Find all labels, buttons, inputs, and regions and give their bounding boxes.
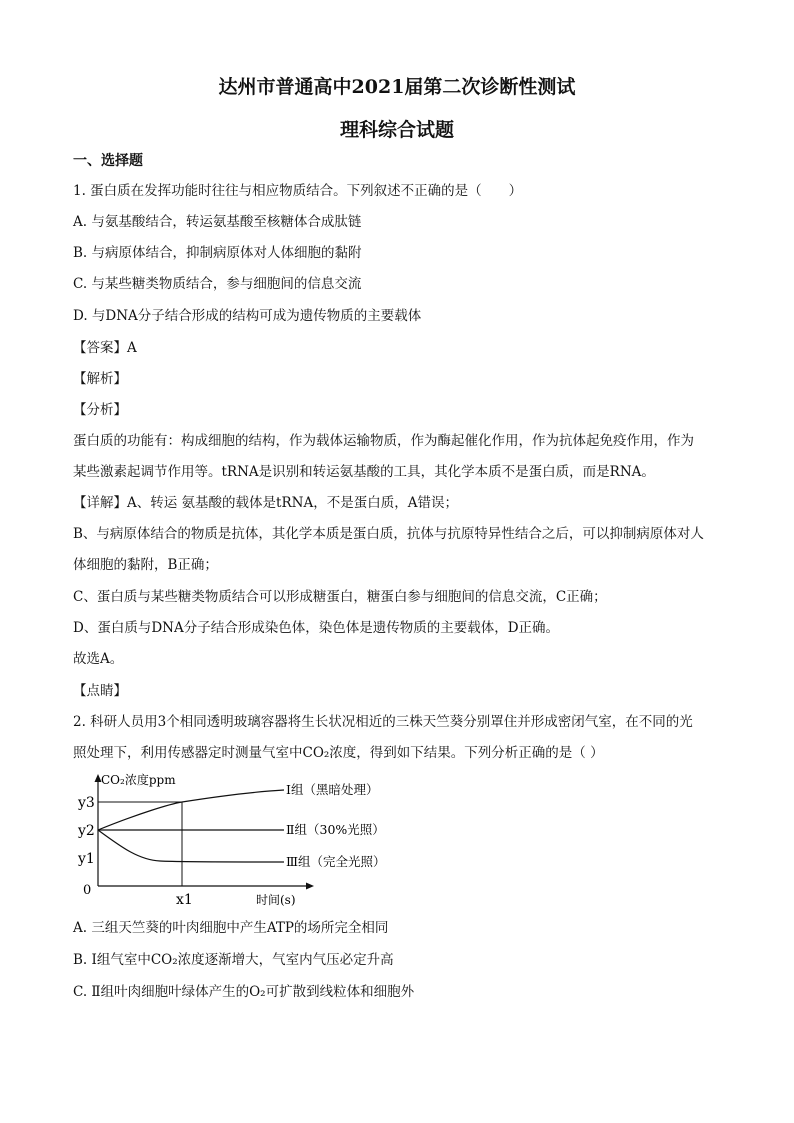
- series-label-group-2: Ⅱ组（30%光照）: [286, 822, 385, 837]
- series-group-3: [98, 830, 284, 862]
- question-1-stem: 1. 蛋白质在发挥功能时往往与相应物质结合。下列叙述不正确的是（ ）: [73, 183, 523, 199]
- x-tick-x1: x1: [176, 892, 193, 908]
- question-1-option-d: D. 与DNA分子结合形成的结构可成为遗传物质的主要载体: [73, 308, 422, 324]
- detail-line: C、蛋白质与某些糖类物质结合可以形成糖蛋白，糖蛋白参与细胞间的信息交流，C正确；: [73, 589, 607, 605]
- question-2-stem: 2. 科研人员用3个相同透明玻璃容器将生长状况相近的三株天竺葵分别罩住并形成密闭气室，在不同的光: [73, 714, 693, 730]
- question-2-option-b: B. Ⅰ组气室中CO₂浓度逐渐增大，气室内气压必定升高: [73, 952, 394, 968]
- exam-title: 达州市普通高中2021届第二次诊断性测试: [218, 76, 576, 98]
- series-label-group-1: Ⅰ组（黑暗处理）: [286, 782, 379, 797]
- answer-line: 【答案】A: [73, 340, 137, 356]
- section-heading: 一、选择题: [73, 153, 143, 169]
- detail-line: 故选A。: [73, 651, 124, 667]
- detail-line: 体细胞的黏附，B正确；: [73, 557, 218, 573]
- y-tick-y1: y1: [78, 851, 95, 867]
- series-label-group-3: Ⅲ组（完全光照）: [286, 854, 386, 869]
- question-2-option-a: A. 三组天竺葵的叶肉细胞中产生ATP的场所完全相同: [73, 920, 389, 936]
- detail-line: 【详解】A、转运 氨基酸的载体是tRNA，不是蛋白质，A错误；: [73, 495, 458, 511]
- fenxi-line: 蛋白质的功能有：构成细胞的结构，作为载体运输物质，作为酶起催化作用，作为抗体起免疫作用，作为: [73, 433, 694, 449]
- co2-concentration-chart: [70, 768, 430, 910]
- dianjing-label: 【点睛】: [73, 683, 127, 699]
- fenxi-line: 某些激素起调节作用等。tRNA是识别和转运氨基酸的工具，其化学本质不是蛋白质，而是RNA。: [73, 464, 655, 480]
- question-2-stem: 照处理下，利用传感器定时测量气室中CO₂浓度，得到如下结果。下列分析正确的是（ ）: [73, 745, 604, 761]
- detail-line: D、蛋白质与DNA分子结合形成染色体，染色体是遗传物质的主要载体，D正确。: [73, 620, 560, 636]
- analysis-label: 【解析】: [73, 371, 127, 387]
- x-axis-label: 时间(s): [256, 893, 296, 907]
- x-axis-arrow: [306, 883, 314, 890]
- question-1-option-a: A. 与氨基酸结合，转运氨基酸至核糖体合成肽链: [73, 214, 362, 230]
- origin-label: 0: [83, 883, 92, 898]
- series-group-1: [98, 790, 284, 830]
- question-1-option-b: B. 与病原体结合，抑制病原体对人体细胞的黏附: [73, 245, 362, 261]
- y-tick-y3: y3: [78, 795, 95, 811]
- fenxi-label: 【分析】: [73, 402, 127, 418]
- exam-subtitle: 理科综合试题: [339, 119, 454, 141]
- y-tick-y2: y2: [78, 823, 95, 839]
- question-2-option-c: C. Ⅱ组叶肉细胞叶绿体产生的O₂可扩散到线粒体和细胞外: [73, 984, 415, 1000]
- detail-line: B、与病原体结合的物质是抗体，其化学本质是蛋白质，抗体与抗原特异性结合之后，可以抑制病原体对人: [73, 526, 704, 542]
- y-axis-label: CO₂浓度ppm: [101, 773, 176, 787]
- question-1-option-c: C. 与某些糖类物质结合，参与细胞间的信息交流: [73, 276, 362, 292]
